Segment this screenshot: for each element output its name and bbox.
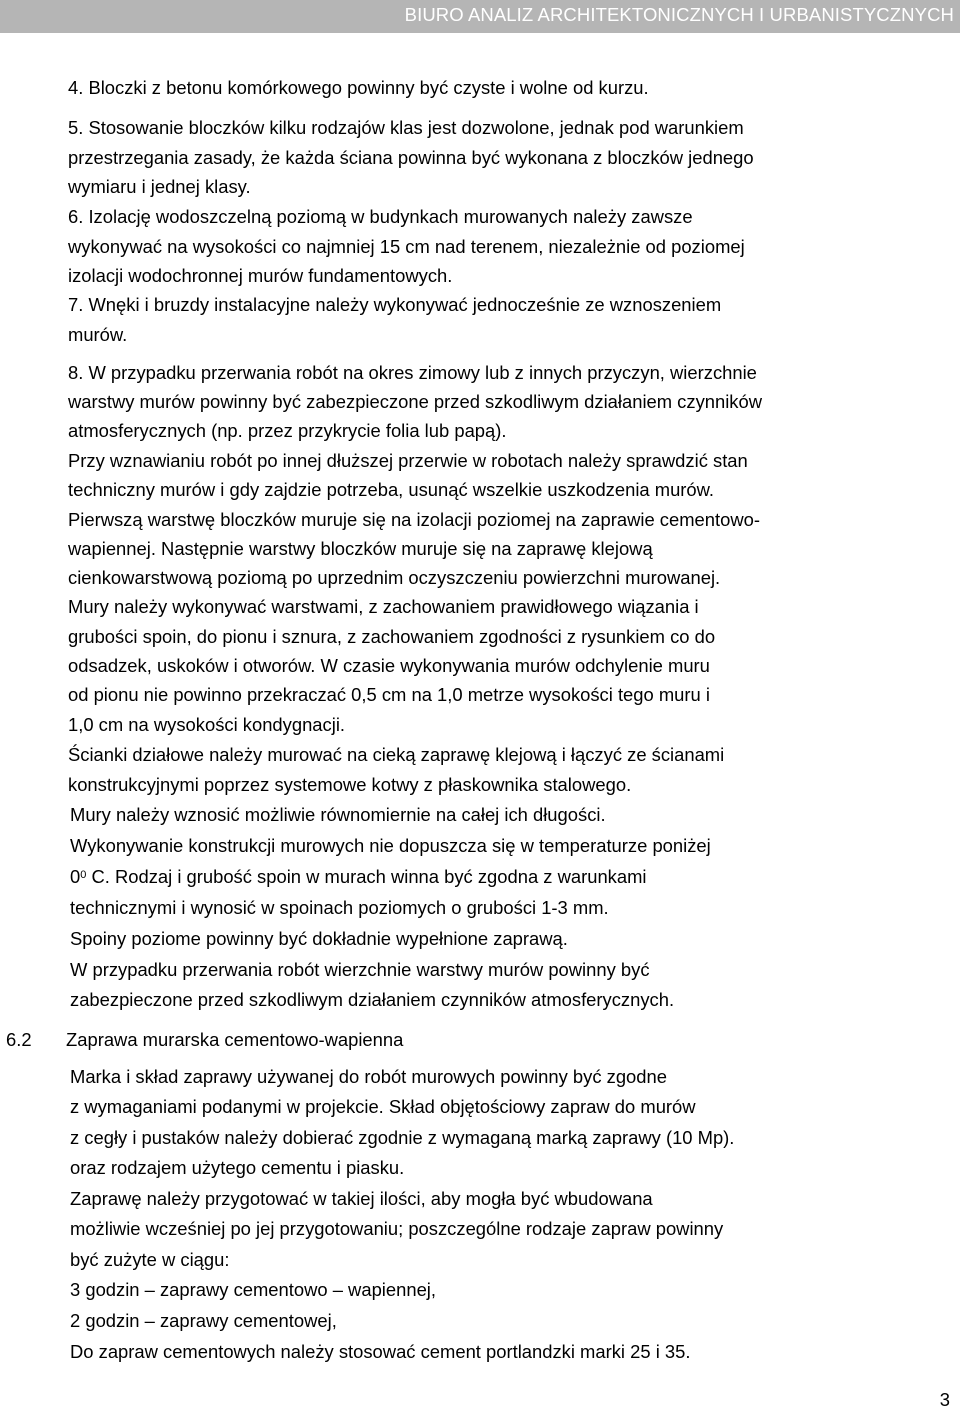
header-bar [0, 0, 960, 33]
body-line: wymiaru i jednej klasy. [68, 176, 251, 197]
section-line: oraz rodzajem użytego cementu i piasku. [70, 1157, 405, 1178]
body-line: 1,0 cm na wysokości kondygnacji. [68, 714, 346, 735]
body-line: 6. Izolację wodoszczelną poziomą w budynkach murowanych należy zawsze [68, 206, 693, 227]
body-line: Spoiny poziome powinny być dokładnie wypełnione zaprawą. [70, 928, 568, 949]
body-line: od pionu nie powinno przekraczać 0,5 cm na 1,0 metrze wysokości tego muru i [68, 684, 710, 705]
body-line: W przypadku przerwania robót wierzchnie warstwy murów powinny być [70, 959, 650, 980]
body-line: Mury należy wykonywać warstwami, z zachowaniem prawidłowego wiązania i [68, 596, 699, 617]
section-line: możliwie wcześniej po jej przygotowaniu; poszczególne rodzaje zapraw powinny [70, 1218, 724, 1239]
body-line: Mury należy wznosić możliwie równomiernie na całej ich długości. [70, 804, 606, 825]
body-line: wapiennej. Następnie warstwy bloczków muruje się na zaprawę klejową [68, 538, 653, 559]
body-line: 4. Bloczki z betonu komórkowego powinny być czyste i wolne od kurzu. [68, 77, 649, 98]
body-line: Przy wznawianiu robót po innej dłuższej przerwie w robotach należy sprawdzić stan [68, 450, 748, 471]
body-line: Ścianki działowe należy murować na cieką zaprawę klejową i łączyć ze ścianami [68, 744, 725, 765]
body-line: cienkowarstwową poziomą po uprzednim oczyszczeniu powierzchni murowanej. [68, 567, 721, 588]
section-line: 2 godzin – zaprawy cementowej, [70, 1310, 337, 1331]
body-line: technicznymi i wynosić w spoinach poziomych o grubości 1-3 mm. [70, 897, 609, 918]
section-line: z wymaganiami podanymi w projekcie. Skład objętościowy zapraw do murów [70, 1096, 696, 1117]
body-line: 5. Stosowanie bloczków kilku rodzajów klas jest dozwolone, jednak pod warunkiem [68, 117, 744, 138]
body-line: zabezpieczone przed szkodliwym działaniem czynników atmosferycznych. [70, 989, 675, 1010]
body-line: murów. [68, 324, 128, 345]
degree-superscript: 0 [80, 869, 87, 881]
section-title: Zaprawa murarska cementowo-wapienna [66, 1029, 404, 1050]
temperature-text: C. Rodzaj i grubość spoin w murach winna być zgodna z warunkami [86, 866, 647, 887]
body-line: Pierwszą warstwę bloczków muruje się na izolacji poziomej na zaprawie cementowo- [68, 509, 760, 530]
section-line: Zaprawę należy przygotować w takiej ilości, aby mogła być wbudowana [70, 1188, 653, 1209]
page-number: 3 [939, 1389, 950, 1410]
body-line: grubości spoin, do pionu i sznura, z zachowaniem zgodności z rysunkiem co do [68, 626, 716, 647]
section-line: z cegły i pustaków należy dobierać zgodnie z wymaganą marką zaprawy (10 Mp). [70, 1127, 735, 1148]
section-line: być zużyte w ciągu: [70, 1249, 230, 1270]
body-line: warstwy murów powinny być zabezpieczone przed szkodliwym działaniem czynników [68, 391, 763, 412]
section-number: 6.2 [6, 1029, 32, 1050]
section-line: Do zapraw cementowych należy stosować cement portlandzki marki 25 i 35. [70, 1341, 691, 1362]
body-line: wykonywać na wysokości co najmniej 15 cm nad terenem, niezależnie od poziomej [68, 236, 745, 257]
body-line: odsadzek, uskoków i otworów. W czasie wykonywania murów odchylenie muru [68, 655, 710, 676]
temperature-value: 0 [70, 866, 81, 887]
body-line: przestrzegania zasady, że każda ściana powinna być wykonana z bloczków jednego [68, 147, 754, 168]
header-title: BIURO ANALIZ ARCHITEKTONICZNYCH I URBANISTYCZNYCH [404, 4, 954, 25]
body-line: konstrukcyjnymi poprzez systemowe kotwy z płaskownika stalowego. [68, 774, 632, 795]
body-line: 7. Wnęki i bruzdy instalacyjne należy wykonywać jednocześnie ze wznoszeniem [68, 294, 722, 315]
section-line: Marka i skład zaprawy używanej do robót murowych powinny być zgodne [70, 1066, 667, 1087]
body-line: izolacji wodochronnej murów fundamentowych. [68, 265, 453, 286]
body-line: Wykonywanie konstrukcji murowych nie dopuszcza się w temperaturze poniżej [70, 835, 711, 856]
temperature-line [70, 866, 647, 888]
section-line: 3 godzin – zaprawy cementowo – wapiennej, [70, 1279, 436, 1300]
body-line: atmosferycznych (np. przez przykrycie folia lub papą). [68, 420, 507, 441]
body-line: 8. W przypadku przerwania robót na okres zimowy lub z innych przyczyn, wierzchnie [68, 362, 757, 383]
body-line: techniczny murów i gdy zajdzie potrzeba, usunąć wszelkie uszkodzenia murów. [68, 479, 715, 500]
